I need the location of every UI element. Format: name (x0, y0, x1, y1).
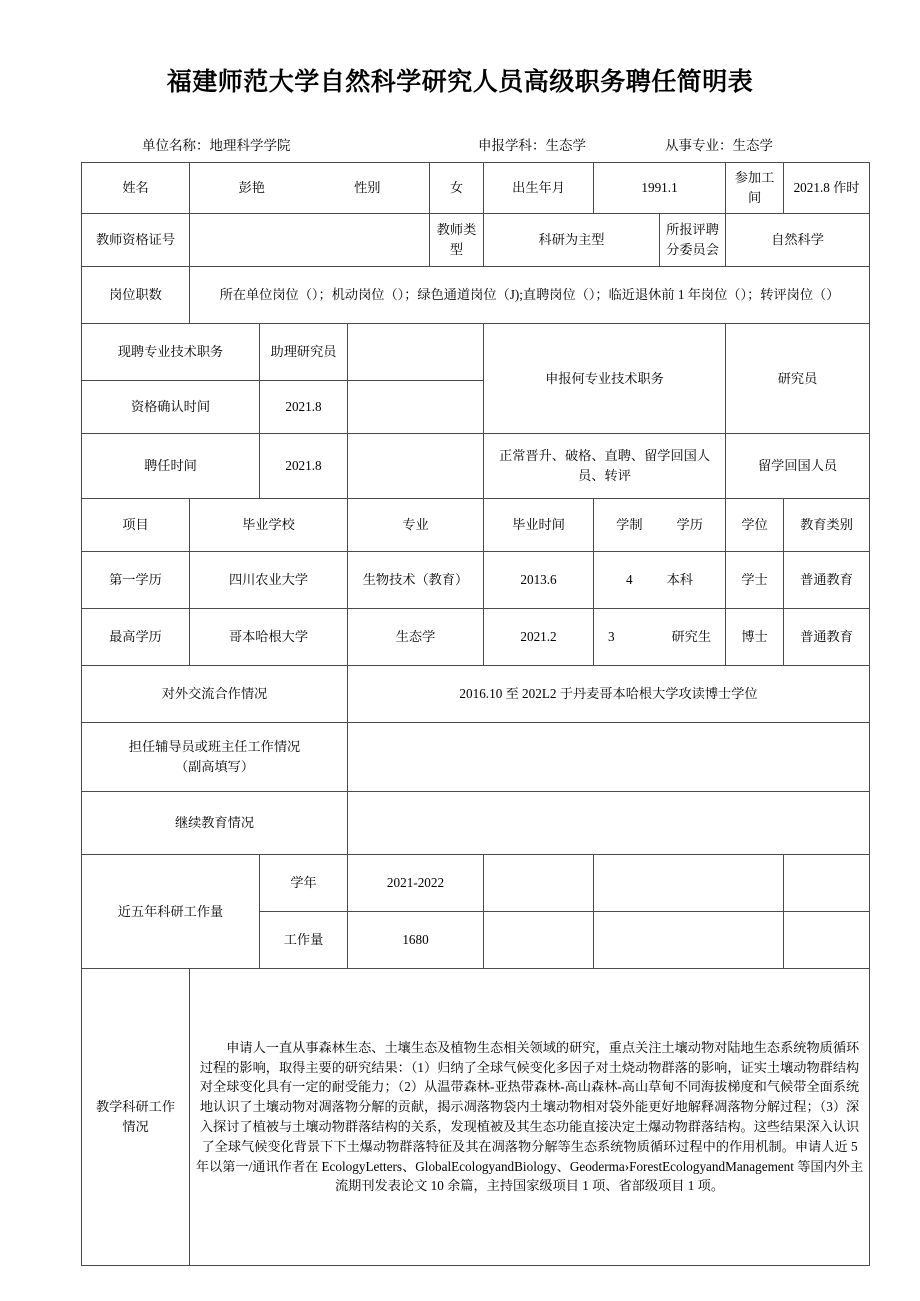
exchange-value: 2016.10 至 202L2 于丹麦哥本哈根大学攻读博士学位 (348, 666, 870, 723)
workload-year-1: 2021-2022 (348, 855, 484, 912)
apply-title-value: 研究员 (726, 324, 870, 434)
table-row-basic-2 (82, 214, 870, 267)
edu-first-degree: 学士 (726, 552, 784, 609)
workload-year-2 (484, 855, 594, 912)
teacher-cert-value (190, 214, 430, 267)
post-count-label: 岗位职数 (82, 267, 190, 324)
exchange-label: 对外交流合作情况 (82, 666, 348, 723)
counselor-value (348, 723, 870, 792)
continuing-edu-value (348, 792, 870, 855)
edu-highest-major: 生态学 (348, 609, 484, 666)
appoint-time-value: 2021.8 (260, 434, 348, 499)
committee-label: 所报评聘分委员会 (660, 214, 726, 267)
research-text: 申请人一直从事森林生态、土壤生态及植物生态相关领域的研究，重点关注土壤动物对陆地生态系统物质循环过程的影响，取得主要的研究结果：（1）归纳了全球气候变化多因子对土烧动物群落的影响，证实土壤动物群结构对全球变化具有一定的耐受能力；（2）从温带森林-亚热带森林-高山森林-高山草甸不同海拔梯度和气候带全面系统地认识了土壤动物对凋落物分解的贡献，揭示凋落物袋内土壤动物相对袋外能更好地解释凋落物分解过程；（3）深入探讨了植被与土壤动物群落结构的关系，发现植被及其生态功能直接决定土爆动物群落结构。这些结果深入认识了全球气候变化背景下下土爆动物群落特征及其在凋落物分解等生态系统物质循环过程中的作用机制。申请人近 5 年以第一/通讯作者在 EcologyLetters、GlobalEcologyandBiology、Geoderma›ForestEcologyandManagement 等国内外主流期刊发表论文 10 余篇，主持国家级项目 1 项、省部级项目 1 项。 (190, 969, 870, 1266)
edu-first-edu-type: 普通教育 (784, 552, 870, 609)
work-start-value: 2021.8 作时 (784, 163, 870, 214)
workload-year-4 (784, 855, 870, 912)
counselor-label (82, 723, 348, 792)
table-row-exchange (82, 666, 870, 723)
edu-first-item: 第一学历 (82, 552, 190, 609)
continuing-edu-label: 继续教育情况 (82, 792, 348, 855)
workload-amount-label: 工作量 (260, 912, 348, 969)
name-value: 彭艳 (238, 180, 265, 196)
appoint-time-label: 聘任时间 (82, 434, 260, 499)
research-label-line1: 教学科研工作 (95, 1099, 176, 1115)
current-title-label: 现聘专业技术职务 (82, 324, 260, 381)
edu-header-degree: 学位 (726, 499, 784, 552)
table-row-current-title (82, 324, 870, 381)
edu-highest-system-level (594, 609, 726, 666)
name-gender-cell (190, 163, 430, 214)
gender-value: 女 (430, 163, 484, 214)
qualify-time-label: 资格确认时间 (82, 381, 260, 434)
edu-highest-school: 哥本哈根大学 (190, 609, 348, 666)
workload-amount-4 (784, 912, 870, 969)
work-start-label: 参加工间 (726, 163, 784, 214)
edu-highest-item: 最高学历 (82, 609, 190, 666)
gender-label: 性别 (354, 180, 381, 196)
subheader (0, 128, 920, 158)
edu-highest-degree-level: 研究生 (671, 629, 712, 645)
birth-label: 出生年月 (484, 163, 594, 214)
qualify-time-spacer (348, 381, 484, 434)
table-row-education-highest (82, 609, 870, 666)
counselor-label-line1: 担任辅导员或班主任工作情况 (128, 739, 301, 755)
edu-first-degree-level: 本科 (666, 572, 693, 588)
edu-highest-grad-time: 2021.2 (484, 609, 594, 666)
edu-first-system-level (594, 552, 726, 609)
edu-highest-degree: 博士 (726, 609, 784, 666)
table-row-counselor (82, 723, 870, 792)
edu-highest-system: 3 (608, 629, 615, 645)
appoint-time-spacer (348, 434, 484, 499)
table-row-research (82, 969, 870, 1266)
name-label: 姓名 (82, 163, 190, 214)
edu-header-edu-type: 教育类别 (784, 499, 870, 552)
workload-amount-3 (594, 912, 784, 969)
edu-highest-edu-type: 普通教育 (784, 609, 870, 666)
unit-name: 单位名称：地理科学学院 (142, 138, 291, 153)
edu-header-major: 专业 (348, 499, 484, 552)
table-row-appoint-time (82, 434, 870, 499)
edu-header-grad-time: 毕业时间 (484, 499, 594, 552)
appointment-form-table (81, 162, 870, 1266)
table-row-continuing-edu (82, 792, 870, 855)
workload-year-3 (594, 855, 784, 912)
workload-label: 近五年科研工作量 (82, 855, 260, 969)
birth-value: 1991.1 (594, 163, 726, 214)
committee-value: 自然科学 (726, 214, 870, 267)
declared-subject: 申报学科：生态学 (478, 138, 586, 153)
counselor-label-line2: （副高填写） (174, 759, 255, 774)
workload-amount-2 (484, 912, 594, 969)
promotion-type-value: 留学回国人员 (726, 434, 870, 499)
current-title-spacer (348, 324, 484, 381)
workload-year-label: 学年 (260, 855, 348, 912)
edu-header-system: 学制 (616, 517, 643, 533)
edu-header-degree-level: 学历 (676, 517, 703, 533)
edu-header-item: 项目 (82, 499, 190, 552)
promotion-type-label: 正常晋升、破格、直聘、留学回国人员、转评 (484, 434, 726, 499)
table-row-post-count (82, 267, 870, 324)
teacher-type-value: 科研为主型 (484, 214, 660, 267)
workload-amount-1: 1680 (348, 912, 484, 969)
apply-title-label: 申报何专业技术职务 (484, 324, 726, 434)
table-row-workload-year (82, 855, 870, 912)
edu-first-school: 四川农业大学 (190, 552, 348, 609)
table-row-basic-1 (82, 163, 870, 214)
qualify-time-value: 2021.8 (260, 381, 348, 434)
teacher-cert-label: 教师资格证号 (82, 214, 190, 267)
current-title-value: 助理研究员 (260, 324, 348, 381)
edu-first-major: 生物技术（教育） (348, 552, 484, 609)
page-title: 福建师范大学自然科学研究人员高级职务聘任简明表 (166, 68, 754, 96)
edu-first-grad-time: 2013.6 (484, 552, 594, 609)
post-count-value: 所在单位岗位（）；机动岗位（）；绿色通道岗位（J);直聘岗位（）；临近退休前 1 年岗位（）；转评岗位（） (190, 267, 870, 324)
research-label-line2: 情况 (122, 1119, 149, 1134)
table-row-education-header (82, 499, 870, 552)
edu-header-school: 毕业学校 (190, 499, 348, 552)
research-label (82, 969, 190, 1266)
engaged-major: 从事专业：生态学 (665, 138, 773, 153)
edu-first-system: 4 (626, 572, 633, 588)
teacher-type-label: 教师类型 (430, 214, 484, 267)
edu-header-system-degreelevel (594, 499, 726, 552)
table-row-education-first (82, 552, 870, 609)
